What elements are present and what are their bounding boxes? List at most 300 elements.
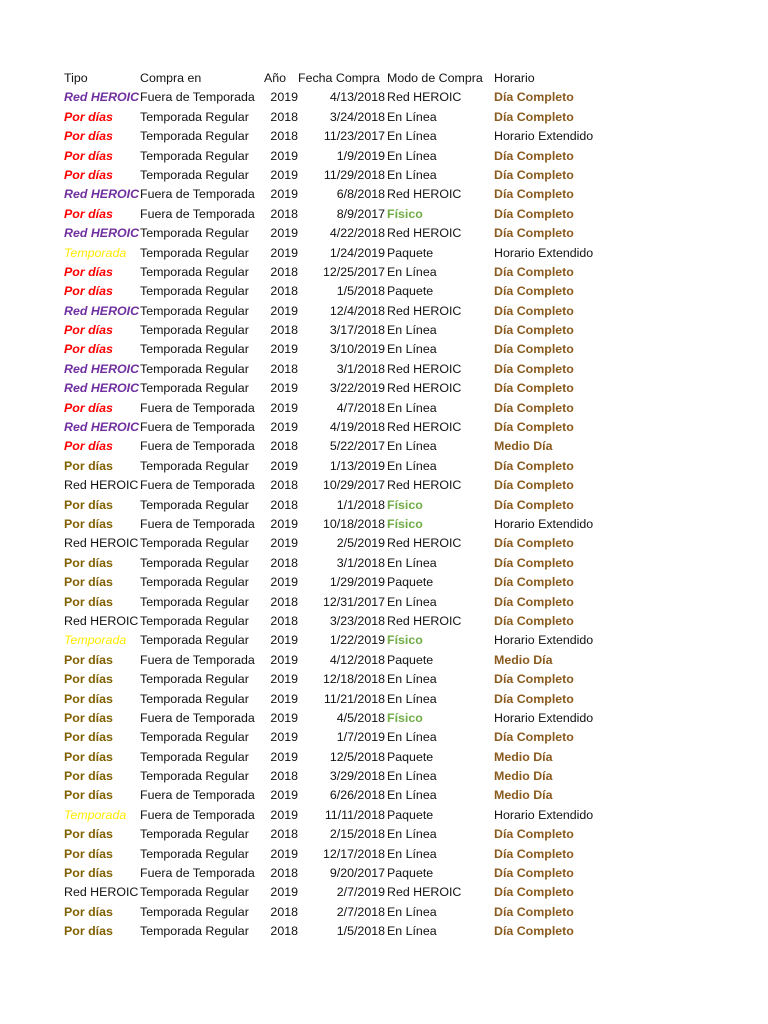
- cell-anio: 2018: [270, 109, 298, 124]
- cell-fecha-compra: 1/22/2019: [329, 633, 385, 648]
- cell-horario: Medio Día: [494, 769, 553, 784]
- table-row: [64, 147, 724, 166]
- cell-horario: Día Completo: [494, 400, 574, 415]
- cell-horario: Día Completo: [494, 924, 574, 939]
- cell-tipo: Por días: [64, 555, 113, 570]
- cell-modo-compra: Red HEROIC: [387, 187, 462, 202]
- cell-anio: 2018: [270, 478, 298, 493]
- cell-tipo: Red HEROIC: [64, 536, 139, 551]
- cell-horario: Medio Día: [494, 788, 553, 803]
- cell-tipo: Por días: [64, 206, 113, 221]
- table-row: [64, 457, 724, 476]
- cell-modo-compra: En Línea: [387, 400, 437, 415]
- cell-horario: Día Completo: [494, 90, 574, 105]
- cell-tipo: Por días: [64, 866, 113, 881]
- cell-fecha-compra: 12/25/2017: [322, 264, 385, 279]
- cell-modo-compra: Paquete: [387, 807, 434, 822]
- cell-modo-compra: En Línea: [387, 439, 437, 454]
- cell-compra-en: Temporada Regular: [140, 672, 249, 687]
- cell-compra-en: Temporada Regular: [140, 633, 249, 648]
- cell-fecha-compra: 3/29/2018: [329, 769, 385, 784]
- cell-modo-compra: Paquete: [387, 652, 434, 667]
- cell-fecha-compra: 3/23/2018: [329, 613, 385, 628]
- table-row: [64, 573, 724, 592]
- cell-anio: 2019: [270, 90, 298, 105]
- cell-compra-en: Temporada Regular: [140, 167, 249, 182]
- header-horario: Horario: [494, 71, 535, 85]
- cell-tipo: Por días: [64, 400, 113, 415]
- cell-horario: Día Completo: [494, 613, 574, 628]
- cell-fecha-compra: 4/12/2018: [329, 652, 385, 667]
- cell-anio: 2018: [270, 497, 298, 512]
- table-row: [64, 593, 724, 612]
- cell-compra-en: Temporada Regular: [140, 361, 249, 376]
- cell-tipo: Red HEROIC: [64, 381, 140, 396]
- cell-tipo: Por días: [64, 575, 113, 590]
- cell-compra-en: Fuera de Temporada: [140, 516, 255, 531]
- cell-compra-en: Fuera de Temporada: [140, 90, 255, 105]
- cell-modo-compra: Físico: [387, 516, 423, 531]
- cell-tipo: Por días: [64, 730, 113, 745]
- cell-horario: Día Completo: [494, 846, 574, 861]
- cell-fecha-compra: 8/9/2017: [336, 206, 385, 221]
- cell-anio: 2018: [270, 129, 298, 144]
- cell-modo-compra: En Línea: [387, 904, 437, 919]
- cell-horario: Día Completo: [494, 575, 574, 590]
- cell-fecha-compra: 3/1/2018: [336, 361, 385, 376]
- cell-horario: Día Completo: [494, 342, 574, 357]
- table-row: [64, 399, 724, 418]
- cell-compra-en: Temporada Regular: [140, 497, 249, 512]
- cell-tipo: Por días: [64, 594, 113, 609]
- table-row: [64, 845, 724, 864]
- cell-horario: Día Completo: [494, 555, 574, 570]
- header-compra-en: Compra en: [140, 71, 202, 85]
- cell-horario: Día Completo: [494, 478, 574, 493]
- cell-horario: Día Completo: [494, 206, 574, 221]
- cell-anio: 2019: [270, 575, 298, 590]
- table-row: [64, 806, 724, 825]
- table-row: [64, 185, 724, 204]
- cell-fecha-compra: 11/23/2017: [323, 129, 385, 144]
- cell-compra-en: Temporada Regular: [140, 536, 249, 551]
- cell-horario: Día Completo: [494, 691, 574, 706]
- cell-horario: Día Completo: [494, 885, 574, 900]
- table-row: [64, 437, 724, 456]
- cell-horario: Día Completo: [494, 226, 574, 241]
- cell-fecha-compra: 3/22/2019: [329, 381, 385, 396]
- cell-fecha-compra: 11/21/2018: [323, 691, 385, 706]
- cell-modo-compra: En Línea: [387, 691, 437, 706]
- cell-compra-en: Temporada Regular: [140, 342, 249, 357]
- cell-compra-en: Fuera de Temporada: [140, 420, 255, 435]
- cell-horario: Día Completo: [494, 904, 574, 919]
- cell-fecha-compra: 1/1/2018: [336, 497, 385, 512]
- cell-fecha-compra: 12/31/2017: [322, 594, 385, 609]
- cell-tipo: Por días: [64, 924, 113, 939]
- cell-fecha-compra: 3/17/2018: [329, 323, 385, 338]
- cell-compra-en: Temporada Regular: [140, 904, 249, 919]
- cell-fecha-compra: 12/17/2018: [322, 846, 385, 861]
- cell-tipo: Por días: [64, 129, 113, 144]
- cell-anio: 2018: [270, 323, 298, 338]
- cell-tipo: Red HEROIC: [64, 90, 140, 105]
- cell-tipo: Por días: [64, 846, 113, 861]
- cell-modo-compra: En Línea: [387, 769, 437, 784]
- table-row: [64, 631, 724, 650]
- cell-modo-compra: Red HEROIC: [387, 885, 462, 900]
- cell-tipo: Por días: [64, 769, 113, 784]
- table-row: [64, 922, 724, 941]
- table-row: [64, 108, 724, 127]
- cell-anio: 2018: [270, 769, 298, 784]
- cell-horario: Día Completo: [494, 497, 574, 512]
- cell-compra-en: Fuera de Temporada: [140, 206, 255, 221]
- cell-anio: 2019: [270, 245, 298, 260]
- cell-compra-en: Temporada Regular: [140, 691, 249, 706]
- cell-compra-en: Fuera de Temporada: [140, 866, 255, 881]
- cell-fecha-compra: 9/20/2017: [329, 866, 385, 881]
- cell-compra-en: Temporada Regular: [140, 323, 249, 338]
- cell-compra-en: Temporada Regular: [140, 129, 249, 144]
- cell-horario: Día Completo: [494, 148, 574, 163]
- table-row: [64, 379, 724, 398]
- cell-modo-compra: Red HEROIC: [387, 90, 462, 105]
- cell-anio: 2019: [270, 633, 298, 648]
- cell-modo-compra: Red HEROIC: [387, 536, 462, 551]
- cell-fecha-compra: 2/15/2018: [329, 827, 385, 842]
- cell-modo-compra: Físico: [387, 710, 423, 725]
- cell-tipo: Por días: [64, 672, 113, 687]
- cell-modo-compra: Físico: [387, 206, 423, 221]
- cell-horario: Horario Extendido: [494, 516, 594, 531]
- cell-modo-compra: En Línea: [387, 264, 437, 279]
- table-row: [64, 321, 724, 340]
- cell-fecha-compra: 10/29/2017: [322, 478, 385, 493]
- cell-horario: Día Completo: [494, 458, 574, 473]
- cell-fecha-compra: 12/18/2018: [322, 672, 385, 687]
- cell-anio: 2019: [270, 167, 298, 182]
- table-body: [64, 88, 724, 941]
- cell-horario: Día Completo: [494, 361, 574, 376]
- cell-anio: 2018: [270, 924, 298, 939]
- cell-tipo: Por días: [64, 342, 113, 357]
- cell-modo-compra: Paquete: [387, 749, 434, 764]
- cell-fecha-compra: 11/29/2018: [323, 167, 385, 182]
- cell-modo-compra: Red HEROIC: [387, 613, 462, 628]
- cell-modo-compra: Red HEROIC: [387, 361, 462, 376]
- cell-tipo: Por días: [64, 788, 113, 803]
- table-row: [64, 534, 724, 553]
- cell-compra-en: Fuera de Temporada: [140, 400, 255, 415]
- cell-tipo: Por días: [64, 710, 113, 725]
- cell-compra-en: Temporada Regular: [140, 381, 249, 396]
- cell-tipo: Red HEROIC: [64, 226, 140, 241]
- header-modo-compra: Modo de Compra: [387, 71, 483, 85]
- cell-modo-compra: En Línea: [387, 167, 437, 182]
- cell-tipo: Temporada: [64, 245, 127, 260]
- cell-modo-compra: Red HEROIC: [387, 303, 462, 318]
- cell-modo-compra: Paquete: [387, 866, 434, 881]
- cell-anio: 2019: [270, 710, 298, 725]
- table-row: [64, 244, 724, 263]
- cell-modo-compra: En Línea: [387, 827, 437, 842]
- cell-tipo: Red HEROIC: [64, 613, 139, 628]
- cell-fecha-compra: 5/22/2017: [329, 439, 385, 454]
- cell-anio: 2018: [270, 206, 298, 221]
- cell-compra-en: Temporada Regular: [140, 109, 249, 124]
- table-row: [64, 670, 724, 689]
- cell-anio: 2018: [270, 613, 298, 628]
- cell-compra-en: Temporada Regular: [140, 924, 249, 939]
- cell-tipo: Por días: [64, 284, 113, 299]
- cell-horario: Día Completo: [494, 594, 574, 609]
- cell-modo-compra: En Línea: [387, 594, 437, 609]
- table-row: [64, 651, 724, 670]
- cell-modo-compra: En Línea: [387, 788, 437, 803]
- cell-compra-en: Temporada Regular: [140, 264, 249, 279]
- cell-fecha-compra: 3/1/2018: [336, 555, 385, 570]
- cell-tipo: Por días: [64, 439, 113, 454]
- cell-compra-en: Temporada Regular: [140, 594, 249, 609]
- cell-tipo: Por días: [64, 904, 113, 919]
- cell-compra-en: Temporada Regular: [140, 303, 249, 318]
- cell-anio: 2019: [270, 536, 298, 551]
- cell-anio: 2018: [270, 439, 298, 454]
- cell-anio: 2018: [270, 827, 298, 842]
- cell-anio: 2019: [270, 749, 298, 764]
- cell-compra-en: Temporada Regular: [140, 885, 249, 900]
- table-row: [64, 263, 724, 282]
- cell-horario: Día Completo: [494, 420, 574, 435]
- cell-compra-en: Temporada Regular: [140, 749, 249, 764]
- cell-tipo: Por días: [64, 691, 113, 706]
- purchase-table: [64, 69, 724, 942]
- cell-compra-en: Temporada Regular: [140, 827, 249, 842]
- table-row: [64, 515, 724, 534]
- cell-horario: Día Completo: [494, 303, 574, 318]
- cell-tipo: Por días: [64, 749, 113, 764]
- cell-anio: 2018: [270, 904, 298, 919]
- cell-compra-en: Fuera de Temporada: [140, 478, 255, 493]
- cell-tipo: Por días: [64, 323, 113, 338]
- cell-tipo: Por días: [64, 458, 113, 473]
- header-fecha-compra: Fecha Compra: [298, 71, 380, 85]
- table-row: [64, 554, 724, 573]
- cell-modo-compra: En Línea: [387, 129, 437, 144]
- cell-horario: Día Completo: [494, 730, 574, 745]
- table-row: [64, 728, 724, 747]
- cell-compra-en: Temporada Regular: [140, 575, 249, 590]
- table-row: [64, 88, 724, 107]
- cell-tipo: Red HEROIC: [64, 420, 140, 435]
- cell-fecha-compra: 4/7/2018: [336, 400, 385, 415]
- cell-horario: Día Completo: [494, 264, 574, 279]
- cell-horario: Día Completo: [494, 536, 574, 551]
- cell-tipo: Por días: [64, 497, 113, 512]
- cell-modo-compra: En Línea: [387, 109, 437, 124]
- cell-modo-compra: Red HEROIC: [387, 420, 462, 435]
- cell-anio: 2019: [270, 885, 298, 900]
- cell-anio: 2019: [270, 400, 298, 415]
- cell-fecha-compra: 11/11/2018: [324, 807, 385, 822]
- cell-anio: 2019: [270, 303, 298, 318]
- table-row: [64, 282, 724, 301]
- cell-compra-en: Temporada Regular: [140, 730, 249, 745]
- cell-compra-en: Temporada Regular: [140, 148, 249, 163]
- cell-fecha-compra: 2/7/2018: [336, 904, 385, 919]
- header-row: [64, 69, 724, 88]
- cell-compra-en: Fuera de Temporada: [140, 788, 255, 803]
- cell-modo-compra: Físico: [387, 497, 423, 512]
- table-row: [64, 302, 724, 321]
- cell-horario: Horario Extendido: [494, 129, 594, 144]
- cell-fecha-compra: 1/5/2018: [336, 924, 385, 939]
- cell-anio: 2019: [270, 187, 298, 202]
- cell-compra-en: Temporada Regular: [140, 284, 249, 299]
- cell-horario: Día Completo: [494, 866, 574, 881]
- cell-fecha-compra: 2/7/2019: [336, 885, 385, 900]
- cell-anio: 2019: [270, 652, 298, 667]
- table-row: [64, 205, 724, 224]
- table-row: [64, 690, 724, 709]
- cell-fecha-compra: 4/22/2018: [329, 226, 385, 241]
- cell-anio: 2018: [270, 866, 298, 881]
- cell-compra-en: Fuera de Temporada: [140, 652, 255, 667]
- cell-fecha-compra: 10/18/2018: [322, 516, 385, 531]
- cell-tipo: Por días: [64, 516, 113, 531]
- cell-modo-compra: En Línea: [387, 342, 437, 357]
- cell-horario: Día Completo: [494, 167, 574, 182]
- cell-compra-en: Temporada Regular: [140, 613, 249, 628]
- cell-fecha-compra: 1/24/2019: [329, 245, 385, 260]
- cell-fecha-compra: 6/8/2018: [336, 187, 385, 202]
- cell-horario: Horario Extendido: [494, 710, 594, 725]
- cell-anio: 2018: [270, 284, 298, 299]
- cell-compra-en: Fuera de Temporada: [140, 187, 255, 202]
- cell-fecha-compra: 6/26/2018: [329, 788, 385, 803]
- cell-modo-compra: Red HEROIC: [387, 478, 462, 493]
- cell-tipo: Por días: [64, 264, 113, 279]
- cell-compra-en: Temporada Regular: [140, 458, 249, 473]
- cell-compra-en: Temporada Regular: [140, 769, 249, 784]
- cell-fecha-compra: 1/13/2019: [329, 458, 385, 473]
- cell-tipo: Por días: [64, 109, 113, 124]
- cell-anio: 2019: [270, 730, 298, 745]
- cell-modo-compra: En Línea: [387, 323, 437, 338]
- table-row: [64, 903, 724, 922]
- table-row: [64, 127, 724, 146]
- cell-fecha-compra: 4/5/2018: [336, 710, 385, 725]
- table-row: [64, 496, 724, 515]
- cell-horario: Día Completo: [494, 323, 574, 338]
- cell-anio: 2019: [270, 807, 298, 822]
- cell-fecha-compra: 12/4/2018: [329, 303, 385, 318]
- cell-modo-compra: En Línea: [387, 555, 437, 570]
- table-row: [64, 340, 724, 359]
- cell-tipo: Por días: [64, 652, 113, 667]
- cell-tipo: Por días: [64, 827, 113, 842]
- cell-tipo: Red HEROIC: [64, 303, 140, 318]
- cell-horario: Horario Extendido: [494, 633, 594, 648]
- cell-horario: Día Completo: [494, 381, 574, 396]
- cell-modo-compra: Red HEROIC: [387, 381, 462, 396]
- cell-horario: Horario Extendido: [494, 807, 594, 822]
- cell-anio: 2019: [270, 691, 298, 706]
- cell-horario: Día Completo: [494, 109, 574, 124]
- table-row: [64, 166, 724, 185]
- cell-fecha-compra: 4/13/2018: [329, 90, 385, 105]
- cell-compra-en: Fuera de Temporada: [140, 807, 255, 822]
- table-row: [64, 476, 724, 495]
- table-row: [64, 360, 724, 379]
- cell-anio: 2019: [270, 148, 298, 163]
- table-row: [64, 418, 724, 437]
- table-row: [64, 883, 724, 902]
- cell-fecha-compra: 1/7/2019: [336, 730, 385, 745]
- cell-tipo: Temporada: [64, 633, 127, 648]
- cell-anio: 2018: [270, 361, 298, 376]
- table-row: [64, 224, 724, 243]
- cell-horario: Día Completo: [494, 187, 574, 202]
- cell-tipo: Temporada: [64, 807, 127, 822]
- cell-modo-compra: Paquete: [387, 245, 434, 260]
- cell-horario: Día Completo: [494, 672, 574, 687]
- cell-anio: 2019: [270, 516, 298, 531]
- cell-anio: 2019: [270, 342, 298, 357]
- cell-compra-en: Temporada Regular: [140, 245, 249, 260]
- cell-fecha-compra: 1/9/2019: [336, 148, 385, 163]
- cell-modo-compra: Físico: [387, 633, 423, 648]
- cell-anio: 2019: [270, 788, 298, 803]
- cell-anio: 2019: [270, 226, 298, 241]
- cell-anio: 2019: [270, 846, 298, 861]
- table-row: [64, 748, 724, 767]
- table-row: [64, 786, 724, 805]
- cell-fecha-compra: 4/19/2018: [329, 420, 385, 435]
- cell-compra-en: Temporada Regular: [140, 846, 249, 861]
- cell-fecha-compra: 1/29/2019: [329, 575, 385, 590]
- table-row: [64, 612, 724, 631]
- cell-modo-compra: Paquete: [387, 284, 434, 299]
- cell-fecha-compra: 2/5/2019: [336, 536, 385, 551]
- cell-compra-en: Fuera de Temporada: [140, 439, 255, 454]
- cell-tipo: Red HEROIC: [64, 885, 139, 900]
- cell-horario: Medio Día: [494, 749, 553, 764]
- cell-modo-compra: Red HEROIC: [387, 226, 462, 241]
- table-row: [64, 709, 724, 728]
- cell-fecha-compra: 3/10/2019: [329, 342, 385, 357]
- cell-anio: 2019: [270, 420, 298, 435]
- cell-fecha-compra: 12/5/2018: [329, 749, 385, 764]
- cell-modo-compra: En Línea: [387, 924, 437, 939]
- cell-modo-compra: En Línea: [387, 846, 437, 861]
- cell-tipo: Red HEROIC: [64, 478, 139, 493]
- cell-modo-compra: En Línea: [387, 458, 437, 473]
- cell-anio: 2018: [270, 264, 298, 279]
- cell-anio: 2019: [270, 458, 298, 473]
- cell-horario: Horario Extendido: [494, 245, 594, 260]
- cell-horario: Medio Día: [494, 439, 553, 454]
- cell-horario: Día Completo: [494, 827, 574, 842]
- header-anio: Año: [264, 71, 287, 85]
- cell-horario: Día Completo: [494, 284, 574, 299]
- cell-tipo: Por días: [64, 167, 113, 182]
- cell-modo-compra: En Línea: [387, 730, 437, 745]
- cell-compra-en: Fuera de Temporada: [140, 710, 255, 725]
- cell-anio: 2019: [270, 381, 298, 396]
- cell-compra-en: Temporada Regular: [140, 226, 249, 241]
